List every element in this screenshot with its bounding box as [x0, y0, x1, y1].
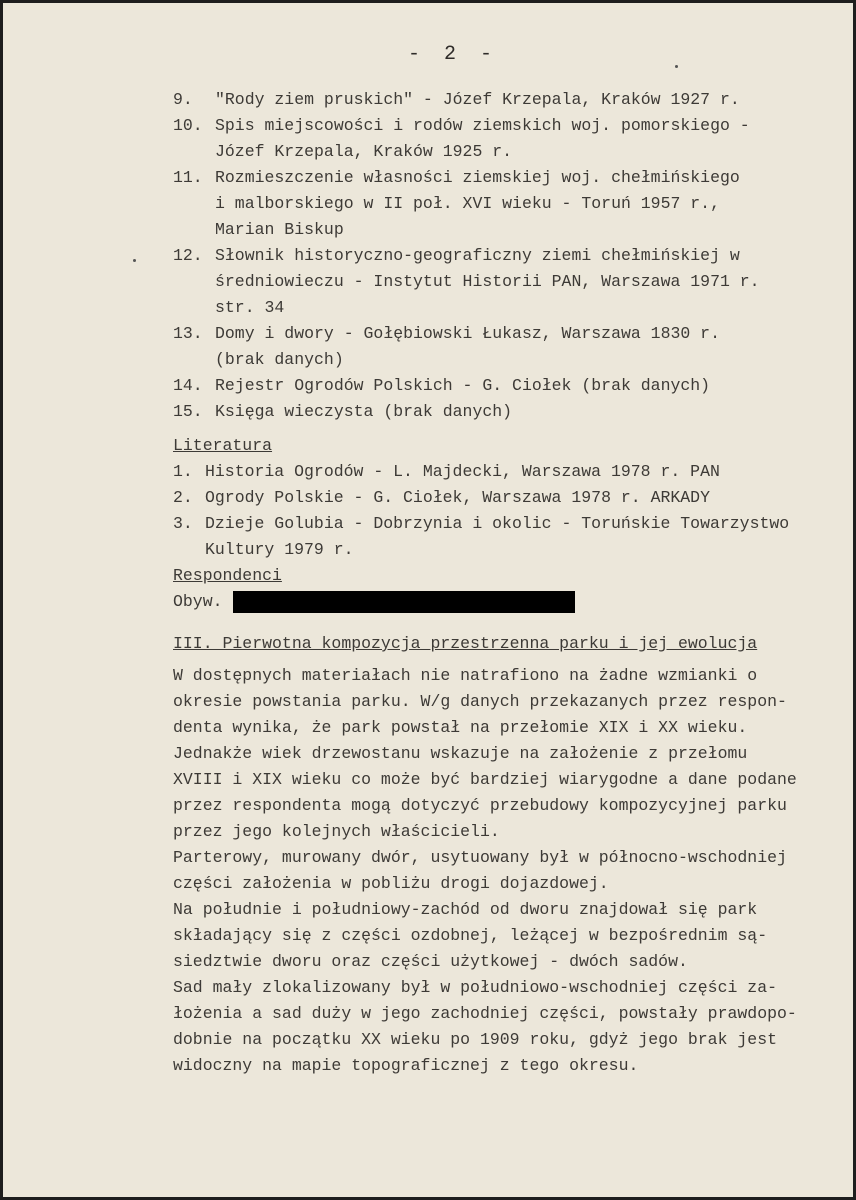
paragraph-text: okresie powstania parku. W/g danych przekazanych przez respon- [173, 692, 787, 711]
list-item-number: 3. [173, 514, 193, 533]
list-item-number: 9. [173, 90, 193, 109]
list-item-text: średniowieczu - Instytut Historii PAN, Warszawa 1971 r. [215, 272, 760, 291]
respondent-label: Obyw. [173, 592, 223, 611]
list-item-text: Domy i dwory - Gołębiowski Łukasz, Warszawa 1830 r. [215, 324, 720, 343]
respondents-heading: Respondenci [173, 566, 282, 585]
paragraph-text: Na południe i południowy-zachód od dworu znajdował się park [173, 900, 758, 919]
list-item-text: Marian Biskup [215, 220, 344, 239]
paragraph-text: siedztwie dworu oraz części użytkowej - dwóch sadów. [173, 952, 688, 971]
paragraph-text: widoczny na mapie topograficznej z tego okresu. [173, 1056, 639, 1075]
list-item-number: 11. [173, 168, 203, 187]
paragraph-text: przez jego kolejnych właścicieli. [173, 822, 500, 841]
paragraph-text: składający się z części ozdobnej, leżącej w bezpośrednim są- [173, 926, 768, 945]
literature-heading: Literatura [173, 436, 273, 455]
paragraph-text: denta wynika, że park powstał na przełomie XIX i XX wieku. [173, 718, 748, 737]
paragraph-text: Sad mały zlokalizowany był w południowo-wschodniej części za- [173, 978, 777, 997]
paragraph-text: łożenia a sad duży w jego zachodniej części, powstały prawdopo- [173, 1004, 797, 1023]
list-item-text: Rozmieszczenie własności ziemskiej woj. chełmińskiego [215, 168, 740, 187]
list-item-text: Ogrody Polskie - G. Ciołek, Warszawa 1978 r. ARKADY [205, 488, 710, 507]
list-item-number: 10. [173, 116, 203, 135]
list-item-text: Dzieje Golubia - Dobrzynia i okolic - Toruńskie Towarzystwo [205, 514, 790, 533]
list-item-text: Historia Ogrodów - L. Majdecki, Warszawa 1978 r. PAN [205, 462, 720, 481]
list-item-text: Spis miejscowości i rodów ziemskich woj. pomorskiego - [215, 116, 750, 135]
redaction-bar [233, 591, 575, 613]
paper-speck [133, 259, 136, 262]
section-heading: III. Pierwotna kompozycja przestrzenna parku i jej ewolucja [173, 634, 758, 653]
list-item-text: Księga wieczysta (brak danych) [215, 402, 513, 421]
list-item-number: 12. [173, 246, 203, 265]
list-item-text: str. 34 [215, 298, 285, 317]
list-item-text: i malborskiego w II poł. XVI wieku - Toruń 1957 r., [215, 194, 720, 213]
list-item-text: (brak danych) [215, 350, 344, 369]
list-item-text: Rejestr Ogrodów Polskich - G. Ciołek (brak danych) [215, 376, 711, 395]
list-item-text: Kultury 1979 r. [205, 540, 354, 559]
list-item-text: "Rody ziem pruskich" - Józef Krzepala, Kraków 1927 r. [215, 90, 740, 109]
paragraph-text: części założenia w pobliżu drogi dojazdowej. [173, 874, 609, 893]
paragraph-text: przez respondenta mogą dotyczyć przebudowy kompozycyjnej parku [173, 796, 787, 815]
paragraph-text: Jednakże wiek drzewostanu wskazuje na założenie z przełomu [173, 744, 748, 763]
list-item-text: Słownik historyczno-geograficzny ziemi chełmińskiej w [215, 246, 740, 265]
paragraph-text: dobnie na początku XX wieku po 1909 roku, gdyż jego brak jest [173, 1030, 777, 1049]
paragraph-text: Parterowy, murowany dwór, usytuowany był w północno-wschodniej [173, 848, 787, 867]
list-item-number: 2. [173, 488, 193, 507]
list-item-number: 15. [173, 402, 203, 421]
list-item-number: 14. [173, 376, 203, 395]
list-item-number: 1. [173, 462, 193, 481]
list-item-number: 13. [173, 324, 203, 343]
paper-speck [675, 65, 678, 68]
paragraph-text: W dostępnych materiałach nie natrafiono na żadne wzmianki o [173, 666, 758, 685]
list-item-text: Józef Krzepala, Kraków 1925 r. [215, 142, 513, 161]
paragraph-text: XVIII i XIX wieku co może być bardziej wiarygodne a dane podane [173, 770, 797, 789]
page-number: - 2 - [408, 43, 499, 66]
